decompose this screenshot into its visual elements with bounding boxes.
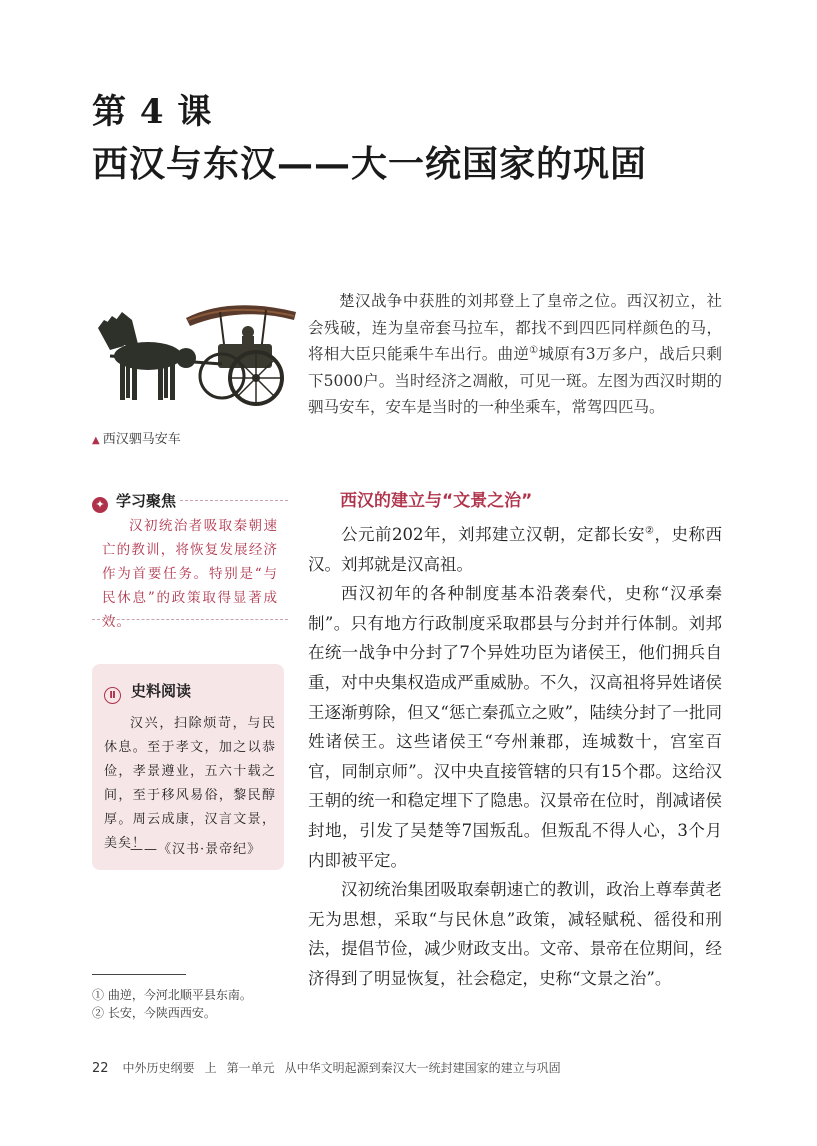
page-title: 西汉与东汉——大一统国家的巩固 <box>92 143 648 185</box>
book-title: 中外历史纲要 <box>122 1061 195 1075</box>
chariot-bronze-image <box>90 298 298 420</box>
paragraph-2: 西汉初年的各种制度基本沿袭秦代，史称“汉承秦制”。只有地方行政制度采取郡县与分封并行体制。刘邦在统一战争中分封了7个异姓功臣为诸侯王，他们拥兵自重，对中央集权造成严重威胁。不久，汉高祖将异姓诸侯王逐渐剪除，但又“惩亡秦孤立之败”，陆续分封了一批同姓诸侯王。这些诸侯王“夸州兼郡，连城数十，宫室百官，同制京师”。汉中央直接管辖的只有15个郡。这给汉王朝的统一和稳定埋下了隐患。汉景帝在位时，削减诸侯封地，引发了吴楚等7国叛乱。但叛乱不得人心，3个月内即被平定。 <box>308 584 722 870</box>
paragraph-1-text-b: ，史称西汉。刘邦就是汉高祖。 <box>308 525 723 574</box>
intro-text-2: 城原有3万多户，战后只剩下5000户。当时经济之凋敝，可见一斑。左图为西汉时期的驷马安车，安车是当时的一种坐乘车，常驾四匹马。 <box>308 345 722 416</box>
study-focus-heading <box>92 490 176 513</box>
unit-title: 从中华文明起源到秦汉大一统封建国家的建立与巩固 <box>284 1061 561 1075</box>
study-focus-title: 学习聚焦 <box>116 492 177 510</box>
footnote-divider <box>92 974 186 975</box>
footnote-2: ② 长安，今陕西西安。 <box>92 1006 216 1020</box>
caption-text: 西汉驷马安车 <box>102 432 181 447</box>
intro-paragraph <box>308 288 722 421</box>
focus-divider <box>180 500 288 501</box>
footnote-ref-2[interactable]: ② <box>645 525 655 537</box>
study-focus-text: 汉初统治者吸取秦朝速亡的教训，将恢复发展经济作为首要任务。特别是“与民休息”的政策取得显著成效。 <box>102 518 278 630</box>
footnote-ref-1[interactable]: ① <box>529 344 539 356</box>
unit-label: 第一单元 <box>226 1061 275 1075</box>
page-number: 22 <box>92 1061 109 1076</box>
source-citation: ——《汉书·景帝纪》 <box>130 842 262 857</box>
caption-marker: ▲ <box>92 435 100 446</box>
section-body <box>308 520 722 994</box>
paragraph-3: 汉初统治集团吸取秦朝速亡的教训，政治上尊奉黄老无为思想，采取“与民休息”政策，减轻赋税、徭役和刑法，提倡节俭，减少财政支出。文帝、景帝在位期间，经济得到了明显恢复，社会稳定，史称“文景之治”。 <box>308 880 722 988</box>
document-reading-icon: Ⅱ <box>104 687 121 704</box>
section-heading: 西汉的建立与“文景之治” <box>340 491 533 511</box>
book-volume: 上 <box>204 1061 217 1075</box>
footnote-1: ① 曲逆，今河北顺平县东南。 <box>92 988 252 1002</box>
paragraph-1-text-a: 公元前202年，刘邦建立汉朝，定都长安 <box>341 525 646 544</box>
study-focus-icon: ✦ <box>92 497 108 513</box>
lesson-number: 第 4 课 <box>92 92 213 132</box>
source-reading-heading <box>104 680 191 704</box>
source-reading-title: 史料阅读 <box>131 682 192 700</box>
paragraph-1 <box>308 520 722 579</box>
focus-bottom-divider <box>92 619 288 620</box>
page-footer <box>92 1059 571 1076</box>
figure-caption <box>92 428 181 447</box>
source-reading-text: 汉兴，扫除烦苛，与民休息。至于孝文，加之以恭俭，孝景遵业，五六十载之间，至于移风易俗，黎民醇厚。周云成康，汉言文景，美矣！ <box>104 716 276 851</box>
intro-text-1: 楚汉战争中获胜的刘邦登上了皇帝之位。西汉初立，社会残破，连为皇帝套马拉车，都找不到四匹同样颜色的马，将相大臣只能乘牛车出行。曲逆 <box>308 292 722 363</box>
